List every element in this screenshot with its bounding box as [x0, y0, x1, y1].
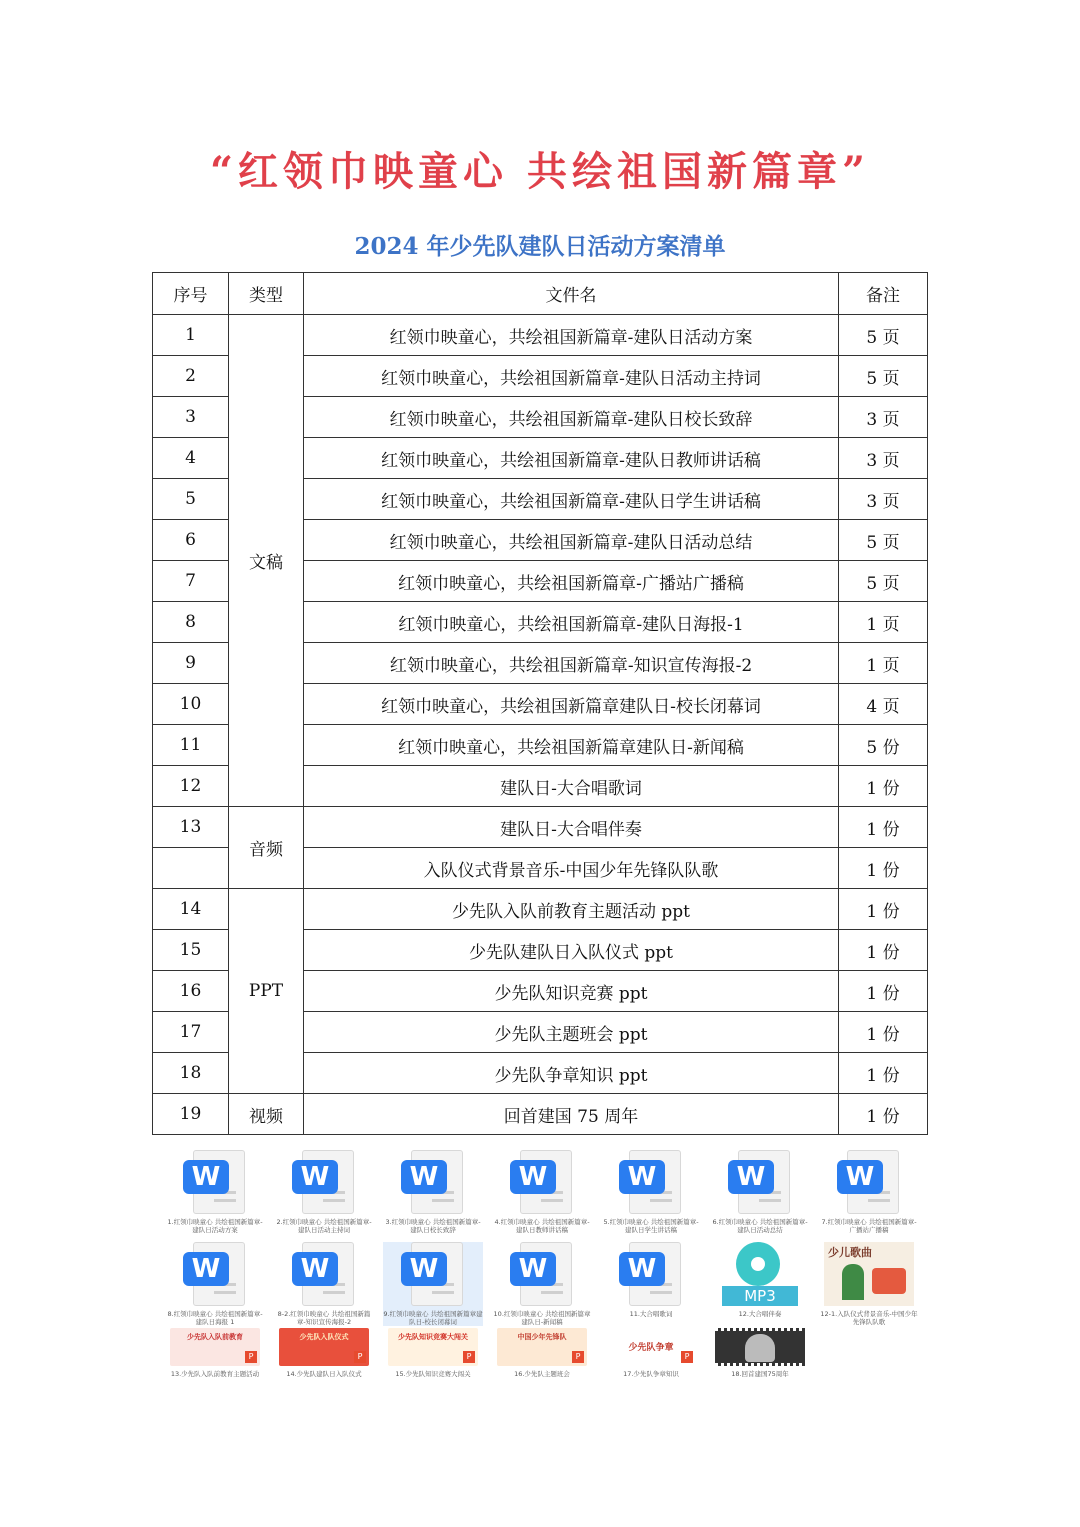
row-note: 1 份	[839, 1094, 928, 1135]
word-document-icon: W	[837, 1150, 901, 1214]
file-thumbnail[interactable]	[165, 1150, 265, 1234]
row-note: 1 份	[839, 889, 928, 930]
row-filename: 红领巾映童心，共绘祖国新篇章-建队日活动方案	[304, 315, 839, 356]
video-thumbnail	[715, 1328, 805, 1366]
file-thumbnail-selected[interactable]	[383, 1242, 483, 1326]
file-caption: 14.少先队建队日入队仪式	[286, 1370, 362, 1378]
file-thumbnail[interactable]	[274, 1328, 374, 1378]
row-note: 1 份	[839, 766, 928, 807]
table-row	[153, 315, 928, 356]
file-thumbnail[interactable]	[492, 1242, 592, 1326]
header-type: 类型	[229, 273, 304, 315]
row-number: 8	[153, 602, 229, 643]
ppt-slide-thumbnail: 少先队入队仪式 P	[279, 1328, 369, 1366]
row-filename: 红领巾映童心，共绘祖国新篇章-广播站广播稿	[304, 561, 839, 602]
file-thumbnail[interactable]	[165, 1242, 265, 1326]
word-document-icon: W	[401, 1150, 465, 1214]
file-thumbnail[interactable]	[601, 1242, 701, 1318]
row-number: 3	[153, 397, 229, 438]
file-caption: 8.红领巾映童心 共绘祖国新篇章-建队日海报 1	[167, 1310, 263, 1326]
word-document-icon: W	[619, 1242, 683, 1306]
row-note: 3 页	[839, 438, 928, 479]
row-number: 11	[153, 725, 229, 766]
row-note: 5 份	[839, 725, 928, 766]
row-number: 12	[153, 766, 229, 807]
word-document-icon: W	[510, 1242, 574, 1306]
type-group-audio: 音频	[229, 807, 304, 889]
table-row	[153, 807, 928, 848]
row-number: 9	[153, 643, 229, 684]
row-filename: 少先队知识竞赛 ppt	[304, 971, 839, 1012]
file-thumbnail[interactable]	[274, 1150, 374, 1234]
row-number: 6	[153, 520, 229, 561]
row-filename: 回首建国 75 周年	[304, 1094, 839, 1135]
row-filename: 红领巾映童心，共绘祖国新篇章-建队日活动总结	[304, 520, 839, 561]
row-note: 1 份	[839, 1012, 928, 1053]
row-number: 7	[153, 561, 229, 602]
row-filename: 红领巾映童心，共绘祖国新篇章建队日-校长闭幕词	[304, 684, 839, 725]
word-document-icon: W	[510, 1150, 574, 1214]
row-filename: 红领巾映童心，共绘祖国新篇章-知识宣传海报-2	[304, 643, 839, 684]
file-caption: 1.红领巾映童心 共绘祖国新篇章-建队日活动方案	[167, 1218, 263, 1234]
table-row	[153, 889, 928, 930]
row-note: 5 页	[839, 561, 928, 602]
row-filename: 红领巾映童心，共绘祖国新篇章建队日-新闻稿	[304, 725, 839, 766]
row-filename: 少先队争章知识 ppt	[304, 1053, 839, 1094]
file-caption: 3.红领巾映童心 共绘祖国新篇章-建队日校长致辞	[385, 1218, 481, 1234]
type-group-docs: 文稿	[229, 315, 304, 807]
row-note: 5 页	[839, 356, 928, 397]
file-caption: 16.少先队主题班会	[514, 1370, 570, 1378]
row-note: 1 份	[839, 1053, 928, 1094]
file-caption: 7.红领巾映童心 共绘祖国新篇章-广播站广播稿	[821, 1218, 917, 1234]
row-filename: 少先队建队日入队仪式 ppt	[304, 930, 839, 971]
row-number	[153, 848, 229, 889]
file-thumbnail[interactable]	[165, 1328, 265, 1378]
ppt-slide-thumbnail: 中国少年先锋队 P	[497, 1328, 587, 1366]
page-headline: “红领巾映童心 共绘祖国新篇章”	[210, 148, 870, 195]
file-caption: 2.红领巾映童心 共绘祖国新篇章-建队日活动主持词	[276, 1218, 372, 1234]
row-filename: 红领巾映童心，共绘祖国新篇章-建队日校长致辞	[304, 397, 839, 438]
row-note: 1 份	[839, 930, 928, 971]
file-caption: 17.少先队争章知识	[623, 1370, 679, 1378]
word-document-icon: W	[183, 1150, 247, 1214]
file-caption: 12-1.入队仪式背景音乐-中国少年先锋队队歌	[820, 1310, 918, 1326]
row-filename: 红领巾映童心，共绘祖国新篇章-建队日海报-1	[304, 602, 839, 643]
mp3-file-icon: MP3	[722, 1242, 798, 1306]
file-caption: 13.少先队入队前教育主题活动	[170, 1370, 260, 1378]
file-thumbnail[interactable]	[383, 1150, 483, 1234]
file-caption: 4.红领巾映童心 共绘祖国新篇章-建队日教师讲话稿	[494, 1218, 590, 1234]
row-number: 15	[153, 930, 229, 971]
row-note: 1 份	[839, 971, 928, 1012]
file-caption: 15.少先队知识竞赛大闯关	[395, 1370, 471, 1378]
file-thumbnail[interactable]	[274, 1242, 374, 1326]
row-number: 10	[153, 684, 229, 725]
row-number: 1	[153, 315, 229, 356]
file-thumbnail[interactable]	[492, 1328, 592, 1378]
row-number: 4	[153, 438, 229, 479]
row-note: 1 页	[839, 643, 928, 684]
file-thumbnail[interactable]	[710, 1150, 810, 1234]
file-caption: 10.红领巾映童心 共绘祖国新篇章建队日-新闻稿	[493, 1310, 591, 1326]
table-row	[153, 1094, 928, 1135]
page-subtitle: 2024 年少先队建队日活动方案清单	[354, 233, 726, 260]
file-thumbnail[interactable]	[710, 1328, 810, 1378]
header-filename: 文件名	[304, 273, 839, 315]
row-note: 1 份	[839, 807, 928, 848]
file-thumbnail[interactable]	[819, 1150, 919, 1234]
row-note: 5 页	[839, 520, 928, 561]
header-number: 序号	[153, 273, 229, 315]
file-caption: 9.红领巾映童心 共绘祖国新篇章建队日-校长闭幕词	[383, 1310, 483, 1326]
word-document-icon: W	[728, 1150, 792, 1214]
type-group-video: 视频	[229, 1094, 304, 1135]
word-document-icon: W	[183, 1242, 247, 1306]
row-number: 13	[153, 807, 229, 848]
row-note: 4 页	[839, 684, 928, 725]
type-group-ppt: PPT	[229, 889, 304, 1094]
row-filename: 少先队入队前教育主题活动 ppt	[304, 889, 839, 930]
file-caption: 11.大合唱歌词	[629, 1310, 673, 1318]
row-filename: 入队仪式背景音乐-中国少年先锋队队歌	[304, 848, 839, 889]
row-filename: 少先队主题班会 ppt	[304, 1012, 839, 1053]
ppt-slide-thumbnail: 少先队知识竞赛大闯关 P	[388, 1328, 478, 1366]
row-number: 18	[153, 1053, 229, 1094]
file-thumbnail[interactable]	[383, 1328, 483, 1378]
song-image-thumbnail: 少儿歌曲	[824, 1242, 914, 1306]
row-note: 5 页	[839, 315, 928, 356]
row-number: 5	[153, 479, 229, 520]
ppt-slide-thumbnail: 少先队争章 P	[606, 1328, 696, 1366]
word-document-icon: W	[401, 1242, 465, 1306]
row-filename: 红领巾映童心，共绘祖国新篇章-建队日活动主持词	[304, 356, 839, 397]
file-caption: 18.回首建国75周年	[731, 1370, 789, 1378]
row-number: 14	[153, 889, 229, 930]
row-note: 3 页	[839, 397, 928, 438]
row-filename: 红领巾映童心，共绘祖国新篇章-建队日教师讲话稿	[304, 438, 839, 479]
row-filename: 建队日-大合唱伴奏	[304, 807, 839, 848]
file-thumbnail[interactable]	[819, 1242, 919, 1326]
file-thumbnail[interactable]	[601, 1150, 701, 1234]
word-document-icon: W	[292, 1150, 356, 1214]
file-caption: 5.红领巾映童心 共绘祖国新篇章-建队日学生讲话稿	[603, 1218, 699, 1234]
row-number: 16	[153, 971, 229, 1012]
file-caption: 6.红领巾映童心 共绘祖国新篇章-建队日活动总结	[712, 1218, 808, 1234]
row-note: 1 页	[839, 602, 928, 643]
word-document-icon: W	[292, 1242, 356, 1306]
row-number: 17	[153, 1012, 229, 1053]
row-number: 19	[153, 1094, 229, 1135]
file-thumbnail[interactable]	[710, 1242, 810, 1318]
row-number: 2	[153, 356, 229, 397]
file-thumbnail[interactable]	[601, 1328, 701, 1378]
header-note: 备注	[839, 273, 928, 315]
word-document-icon: W	[619, 1150, 683, 1214]
ppt-slide-thumbnail: 少先队入队前教育 P	[170, 1328, 260, 1366]
table-header-row	[153, 273, 928, 315]
row-note: 3 页	[839, 479, 928, 520]
file-caption: 8-2.红领巾映童心 共绘祖国新篇章-知识宣传海报-2	[277, 1310, 371, 1326]
file-list-table	[152, 272, 928, 1135]
row-filename: 建队日-大合唱歌词	[304, 766, 839, 807]
file-thumbnail[interactable]	[492, 1150, 592, 1234]
row-note: 1 份	[839, 848, 928, 889]
row-filename: 红领巾映童心，共绘祖国新篇章-建队日学生讲话稿	[304, 479, 839, 520]
file-caption: 12.大合唱伴奏	[738, 1310, 782, 1318]
